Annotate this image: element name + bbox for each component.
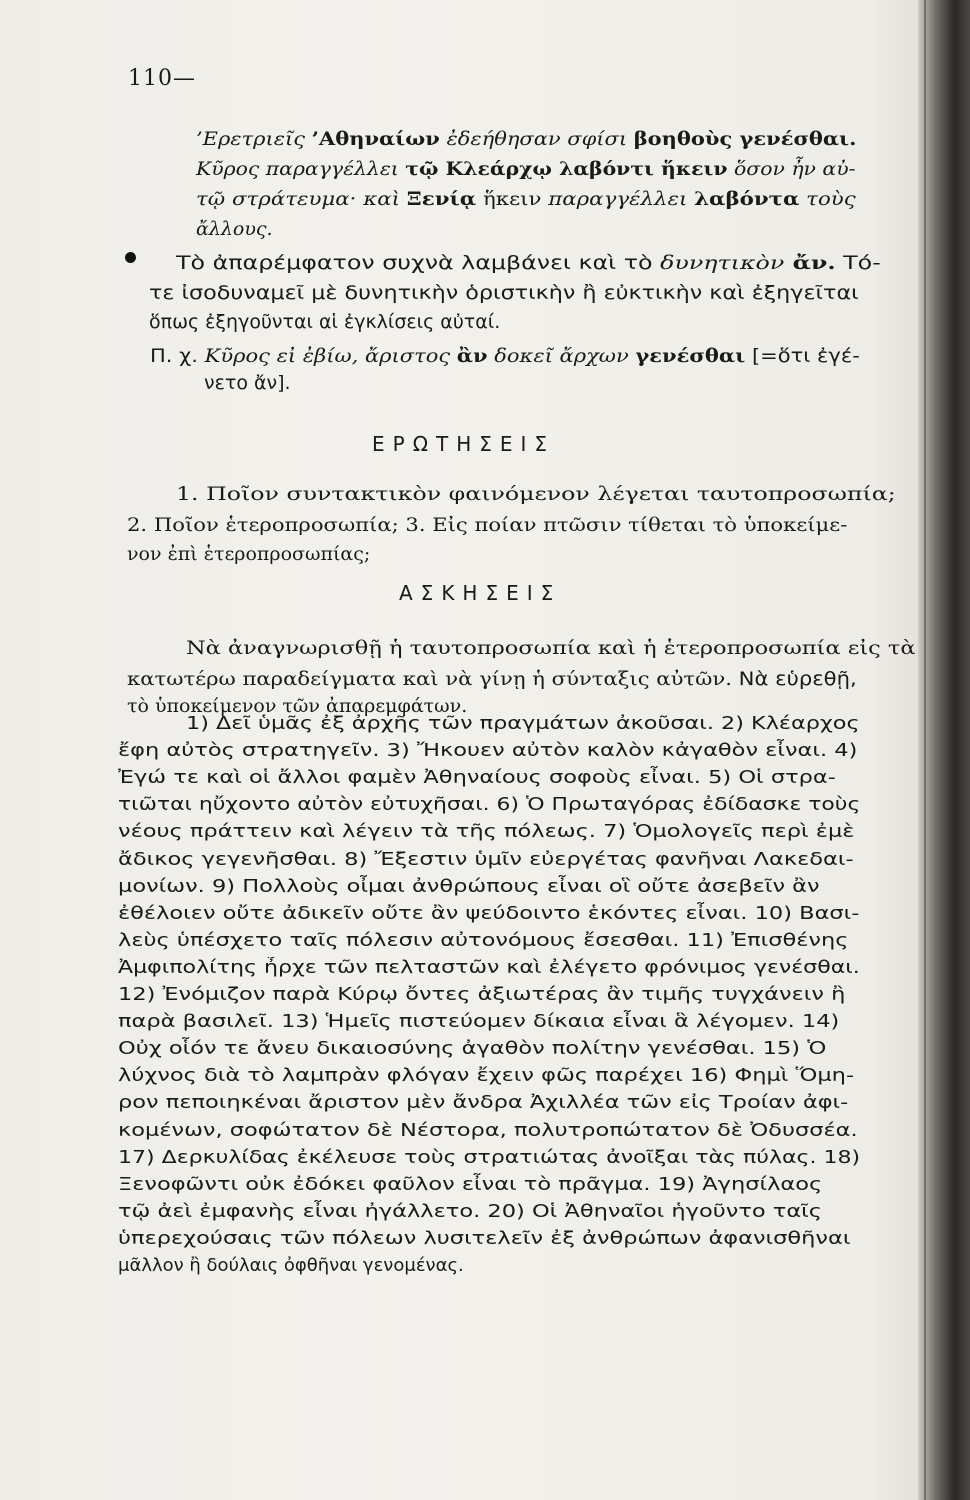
text-run: τῷ στράτευμα· καὶ	[196, 188, 407, 210]
text-run: ’Αθηναίων	[311, 128, 440, 150]
page-number: 110—	[128, 66, 196, 91]
exercise-line: ρον πεποιηκέναι ἄριστον μὲν ἄνδρα Ἀχιλλέα τῶν εἰς Τροίαν ἀφι-	[118, 1092, 849, 1114]
exercise-line: Οὐχ οἷόν τε ἄνευ δικαιοσύνης ἀγαθὸν πολίτην γενέσθαι. 15) Ὁ	[118, 1038, 827, 1060]
exercise-line: 17) Δερκυλίδας ἐκέλευσε τοὺς στρατιώτας ἀνοῖξαι τὰς πύλας. 18)	[118, 1146, 861, 1168]
exercise-line: κομένων, σοφώτατον δὲ Νέστορα, πολυτροπώτατον δὲ Ὀδυσσέα.	[118, 1119, 858, 1141]
example-line	[196, 190, 856, 209]
example2-line	[204, 374, 291, 393]
example-line	[196, 220, 273, 239]
example-line	[196, 160, 855, 179]
text-run: Ξενίᾳ	[406, 188, 477, 210]
text-run: νετο ἄν].	[204, 372, 291, 394]
text-run: γενέσθαι	[635, 345, 746, 367]
note-line	[176, 254, 881, 273]
exercise-line: ἄδικος γεγενῆσθαι. 8) Ἔξεστιν ὑμῖν εὐεργέτας φανῆναι Λακεδαι-	[118, 848, 854, 870]
text-run: ἐδεήθησαν σφίσι	[439, 128, 634, 150]
exercise-line: Ἐγώ τε καὶ οἱ ἄλλοι φαμὲν Ἀθηναίους σοφοὺς εἶναι. 5) Οἱ στρα-	[118, 767, 836, 789]
exercise-line: νέους πράττειν καὶ λέγειν τὰ τῆς πόλεως. 7) Ὁμολογεῖς περὶ ἐμὲ	[118, 821, 855, 843]
example2-line	[150, 347, 860, 366]
exercise-line: 1) Δεῖ ὑμᾶς ἐξ ἀρχῆς τῶν πραγμάτων ἀκοῦσαι. 2) Κλέαρχος	[186, 713, 860, 734]
text-run: Κῦρος παραγγέλλει	[196, 158, 406, 180]
text-run: δυνητικὸν	[660, 252, 785, 274]
note-line	[149, 284, 859, 303]
text-run: τοὺς	[799, 188, 856, 210]
exercise-intro-line	[186, 639, 916, 658]
exercise-line: Ξενοφῶντι οὐκ ἐδόκει φαῦλον εἶναι τὸ πρᾶγμα. 19) Ἀγησίλαος	[118, 1173, 823, 1195]
exercise-line: ὑπερεχούσαις τῶν πόλεων λυσιτελεῖν ἐξ ἀνθρώπων ἀφανισθῆναι	[118, 1227, 851, 1249]
text-run: τε ἰσοδυναμεῖ μὲ δυνητικὴν ὁριστικὴν ἢ εὐκτικὴν καὶ ἐξηγεῖται	[149, 282, 859, 304]
exercise-line: Ἀμφιπολίτης ἦρχε τῶν πελταστῶν καὶ ἐλέγετο φρόνιμος γενέσθαι.	[118, 956, 860, 978]
text-run: ὅσον ἦν αὐ-	[727, 158, 856, 180]
text-run: λαβόντα	[694, 188, 800, 210]
questions-heading: ΕΡΩΤΗΣΕΙΣ	[372, 432, 556, 456]
text-run: ἂν	[456, 345, 488, 367]
text-run: [=ὅτι ἐγέ-	[745, 345, 860, 367]
text-run: ὅπως ἐξηγοῦνται αἱ ἐγκλίσεις αὐταί.	[149, 311, 501, 333]
exercise-line: ἔφη αὐτὸς στρατηγεῖν. 3) Ἤκουεν αὐτὸν καλὸν κἀγαθὸν εἶναι. 4)	[118, 740, 858, 762]
question-line: 1. Ποῖον συντακτικὸν φαινόμενον λέγεται ταυτοπροσωπία;	[176, 483, 896, 505]
exercise-line: 12) Ἐνόμιζον παρὰ Κύρῳ ὄντες ἀξιωτέρας ἂν τιμῆς τυγχάνειν ἢ	[118, 984, 846, 1005]
exercise-line: μονίων. 9) Πολλοὺς οἶμαι ἀνθρώπους εἶναι οἳ οὔτε ἀσεβεῖν ἂν	[118, 875, 820, 897]
exercise-line: τιῶται ηὔχοντο αὐτὸν εὐτυχῆσαι. 6) Ὁ Πρωταγόρας ἐδίδασκε τοὺς	[118, 794, 861, 816]
text-run: Τὸ ἀπαρέμφατον συχνὰ λαμβάνει καὶ τὸ	[176, 252, 661, 274]
text-run: Νὰ εὑρεθῇ,	[738, 668, 857, 690]
text-run: κατωτέρω παραδείγματα καὶ νὰ γίνῃ ἡ σύνταξις αὐτῶν.	[127, 668, 739, 690]
text-run: ἥκειν	[476, 188, 549, 210]
text-run: δοκεῖ ἄρχων	[487, 345, 636, 367]
text-run: ’Ερετριεῖς	[196, 128, 312, 150]
bullet-icon	[125, 252, 136, 263]
text-run: ἄν.	[784, 252, 836, 274]
text-run: Π. χ.	[150, 345, 205, 367]
question-line: 2. Ποῖον ἑτεροπροσωπία; 3. Εἰς ποίαν πτῶσιν τίθεται τὸ ὑποκείμε-	[127, 514, 848, 536]
exercise-line: τῷ ἀεὶ ἐμφανὴς εἶναι ἠγάλλετο. 20) Οἱ Ἀθηναῖοι ἡγοῦντο ταῖς	[118, 1200, 822, 1222]
exercises-heading: ΑΣΚΗΣΕΙΣ	[399, 581, 562, 605]
page-edge-line	[924, 0, 926, 1500]
text-run: τῷ Κλεάρχῳ λαβόντι ἥκειν	[405, 158, 728, 180]
exercise-intro-line	[127, 670, 857, 689]
text-run: Νὰ ἀναγνωρισθῇ ἡ ταυτοπροσωπία καὶ ἡ ἑτεροπροσωπία εἰς τὰ	[186, 637, 916, 659]
text-run: βοηθοὺς γενέσθαι.	[633, 128, 857, 150]
text-run: παραγγέλλει	[548, 188, 695, 210]
text-run: Τό-	[835, 252, 881, 274]
question-line: νον ἐπὶ ἑτεροπροσωπίας;	[127, 543, 371, 565]
text-run: τὸ ὑποκείμενον τῶν ἀπαρεμφάτων.	[127, 695, 468, 717]
text-run: Κῦρος εἰ ἐβίω, ἄριστος	[204, 345, 457, 367]
exercise-line: μᾶλλον ἢ δούλαις ὀφθῆναι γενομένας.	[118, 1255, 464, 1276]
note-line	[149, 313, 500, 332]
text-run: ἄλλους.	[196, 218, 273, 240]
exercise-line: παρὰ βασιλεῖ. 13) Ἡμεῖς πιστεύομεν δίκαια εἶναι ἃ λέγομεν. 14)	[118, 1011, 840, 1033]
example-line	[196, 130, 857, 149]
exercise-line: ἐθέλοιεν οὔτε ἀδικεῖν οὔτε ἂν ψεύδοιντο ἑκόντες εἶναι. 10) Βασι-	[118, 902, 860, 924]
exercise-line: λεὺς ὑπέσχετο ταῖς πόλεσιν αὐτονόμους ἔσεσθαι. 11) Ἐπισθένης	[118, 929, 849, 951]
exercise-line: λύχνος διὰ τὸ λαμπρὰν φλόγαν ἔχειν φῶς παρέχει 16) Φημὶ Ὅμη-	[118, 1065, 855, 1087]
